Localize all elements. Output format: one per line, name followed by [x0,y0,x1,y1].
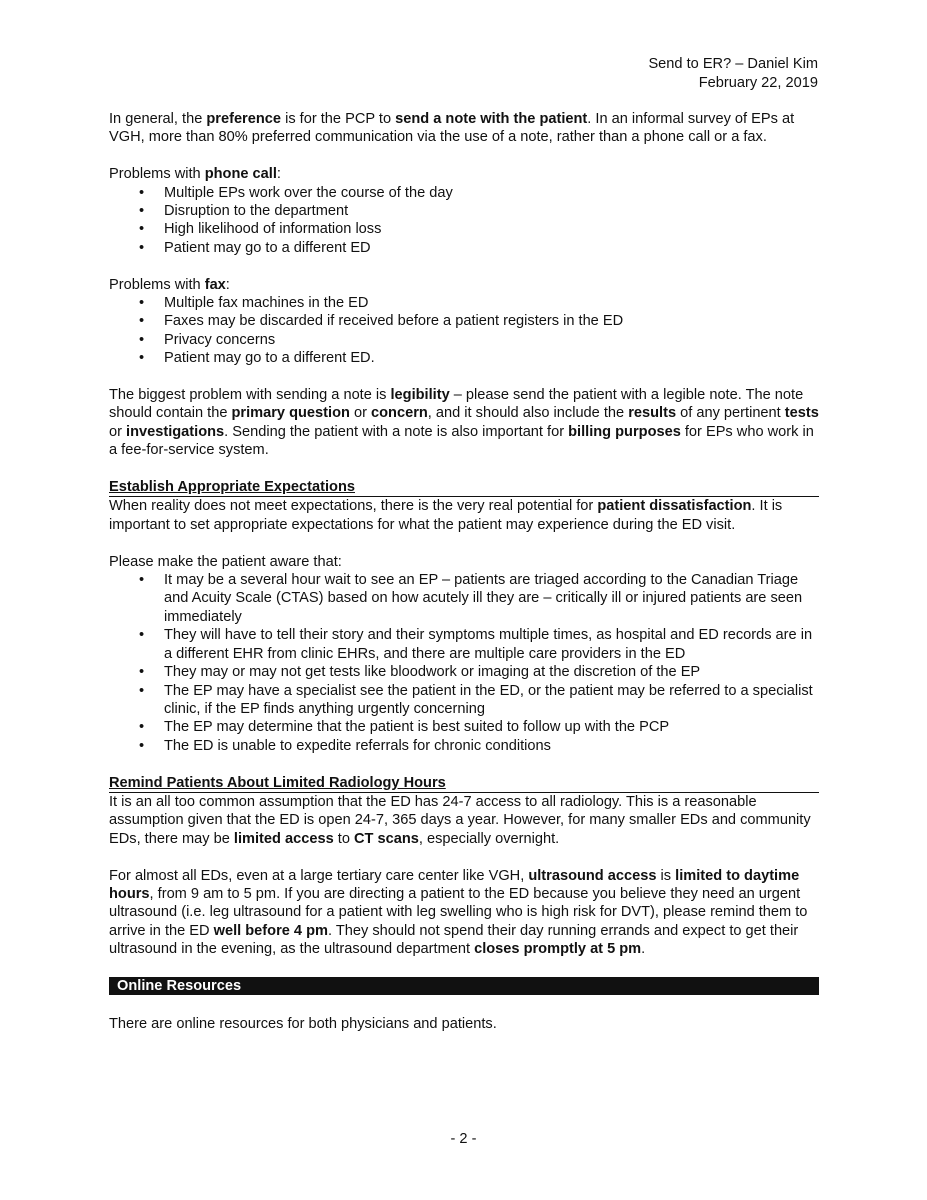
text-run: For almost all EDs, even at a large tertiary care center like VGH, [109,867,529,884]
text-run: for EPs who work in a fee-for-service system. [109,423,814,459]
bold-run: phone call [204,166,277,183]
list-item: • Patient may go to a different ED [109,239,819,257]
header-date: February 22, 2019 [698,74,818,91]
expectations-list [109,571,819,755]
list-item: • The ED is unable to expedite referrals for chronic conditions [109,737,819,755]
intro-paragraph [109,110,819,147]
radiology-paragraph-2 [109,867,819,959]
list-item: • They will have to tell their story and their symptoms multiple times, as hospital and ED records are in a different EHR from clinic EHRs, and there are multiple care providers in the ED [109,626,819,663]
text-run: or [349,405,372,422]
text-run: : [276,166,281,183]
list-item: • The EP may determine that the patient is best suited to follow up with the PCP [109,718,819,736]
text-run: . Sending the patient with a note is also important for [224,423,569,440]
list-item: • Multiple fax machines in the ED [109,294,819,312]
text-run: Problems with [109,166,205,183]
online-resources-paragraph: There are online resources for both physicians and patients. [109,1015,497,1032]
text-run: of any pertinent [676,405,785,422]
page-header [648,55,818,92]
text-run: . It is important to set appropriate expectations for what the patient may experience during the ED visit. [109,498,783,533]
bold-run: send a note with the patient [395,111,588,127]
bold-run: closes promptly at 5 pm [474,941,642,958]
bold-run: limited access [233,830,334,847]
list-item: • They may or may not get tests like bloodwork or imaging at the discretion of the EP [109,663,819,681]
phone-problems-list [109,184,819,258]
section-heading-radiology: Remind Patients About Limited Radiology Hours [109,774,819,793]
bold-run: well before 4 pm [213,922,328,939]
page-content [109,110,819,1033]
bold-run: CT scans [354,830,419,847]
list-item: • It may be a several hour wait to see an EP – patients are triaged according to the Canadian Triage and Acuity Scale (CTAS) based on how acutely ill they are – critically ill or injured patients are seen immediately [109,571,819,626]
bold-run: legibility [390,387,450,404]
list-item: • Faxes may be discarded if received before a patient registers in the ED [109,312,819,330]
bold-run: fax [204,276,226,293]
bold-run: concern [371,405,428,422]
section-heading-online-resources: Online Resources [109,977,819,995]
text-run: – please send the patient with a legible note. The note should contain the [109,387,804,422]
text-run: or [109,423,127,440]
text-run: The biggest problem with sending a note is [109,387,391,404]
fax-problems-list [109,294,819,368]
text-run: . They should not spend their day running errands and expect to get their ultrasound in the evening, as the ultrasound department [109,922,799,958]
list-item: • Disruption to the department [109,202,819,220]
legibility-paragraph [109,386,819,460]
text-run: , from 9 am to 5 pm. If you are directing a patient to the ED because you believe they need an urgent ultrasound (i.e. leg ultrasound for a patient with leg swelling who is high risk for DVT), please remind them to arrive in the ED [109,885,808,939]
bold-run: limited to daytime hours [109,867,800,902]
bold-run: patient dissatisfaction [597,498,752,515]
list-item: • Multiple EPs work over the course of the day [109,184,819,202]
text-run: is [656,867,676,884]
header-title: Send to ER? – Daniel Kim [648,56,818,72]
text-run: . In an informal survey of EPs at VGH, more than 80% preferred communication via the use of a note, rather than a phone call or a fax. [109,111,795,146]
bold-run: billing purposes [568,423,681,440]
radiology-paragraph-1 [109,793,819,848]
text-run: . [641,941,646,958]
page-number: - 2 - [450,1131,477,1147]
text-run: In general, the [109,111,207,127]
list-item: • The EP may have a specialist see the patient in the ED, or the patient may be referred to a specialist clinic, if the EP finds anything urgently concerning [109,682,819,719]
section-heading-expectations: Establish Appropriate Expectations [109,478,819,497]
text-run: to [333,830,354,847]
text-run: is for the PCP to [281,111,396,127]
bold-run: tests [784,405,819,422]
bold-run: primary question [231,405,350,422]
bold-run: ultrasound access [528,867,657,884]
list-item: • Privacy concerns [109,331,819,349]
list-item: • Patient may go to a different ED. [109,349,819,367]
text-run: Problems with [109,276,205,293]
expectations-paragraph [109,497,819,534]
phone-problems-label [109,165,819,183]
text-run: It is an all too common assumption that the ED has 24-7 access to all radiology. This is a reasonable assumption given that the ED is open 24-7, 365 days a year. However, for many smaller EDs and community EDs, there may be [109,793,811,847]
bold-run: results [628,405,677,422]
text-run: : [225,276,230,293]
list-item: • High likelihood of information loss [109,220,819,238]
bold-run: preference [206,111,282,127]
text-run: , especially overnight. [418,830,560,847]
fax-problems-label [109,276,819,294]
text-run: When reality does not meet expectations, there is the very real potential for [109,498,598,515]
expectations-intro: Please make the patient aware that: [109,553,342,570]
text-run: , and it should also include the [427,405,629,422]
bold-run: investigations [126,423,225,440]
